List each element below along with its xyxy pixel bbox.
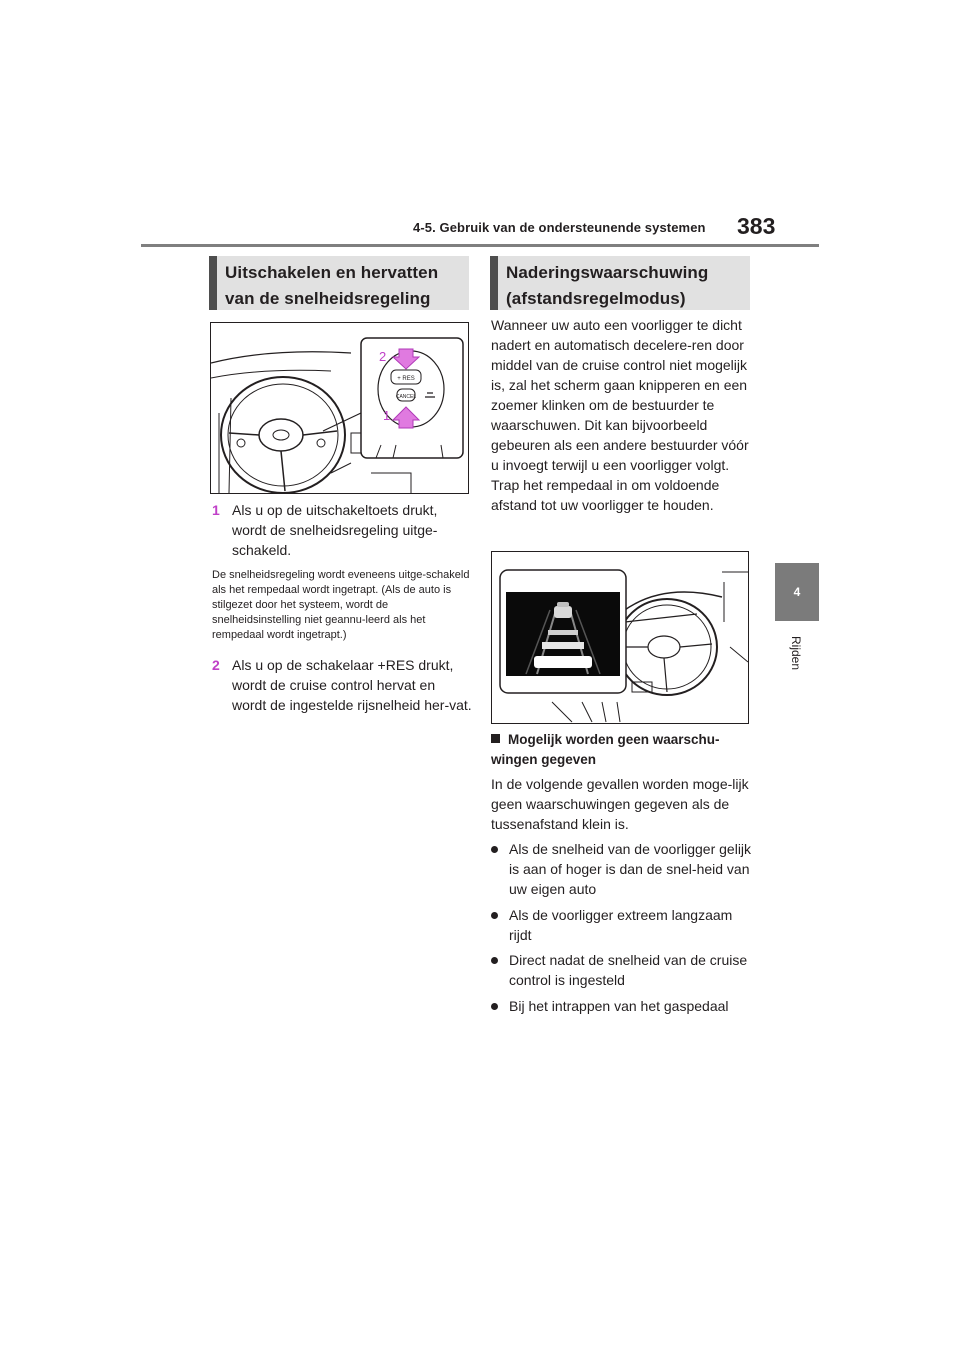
- callout-2: 2: [379, 349, 387, 364]
- sub-heading-text: Mogelijk worden geen waarschu-wingen gegeven: [491, 732, 720, 767]
- bullet-dot-icon: [491, 846, 498, 853]
- chapter-tab: [775, 563, 819, 621]
- sub-paragraph: In de volgende gevallen worden moge-lijk geen waarschuwingen gegeven als de tussenafstand klein is.: [491, 776, 749, 832]
- page-number: 383: [737, 213, 776, 239]
- bullet-dot-icon: [491, 912, 498, 919]
- bullet-dot-icon: [491, 957, 498, 964]
- note-text: De snelheidsregeling wordt eveneens uitge-schakeld als het rempedaal wordt ingetrapt. (Als de auto is stilgezet door het systeem, wordt de snelheidsinstelling niet geannu-leerd als het rempedaal wordt ingetrapt.): [212, 569, 470, 641]
- approach-warning-illustration: [491, 551, 749, 724]
- square-bullet-icon: [491, 734, 500, 743]
- callout-1: 1: [383, 408, 391, 423]
- intro-paragraph: Wanneer uw auto een voorligger te dicht nadert en automatisch decelere-ren door middel van de cruise control niet mogelijk is, zal het scherm gaan knipperen en een zoemer klinken om de bestuurder te waarschuwen. Dit kan bijvoorbeeld gebeuren als een andere bestuurder vóór u invoegt terwijl u een voorligger volgt. Trap het rempedaal in om voldoende afstand tot uw voorligger te houden.: [491, 317, 749, 513]
- step-2-number: 2: [212, 657, 220, 673]
- bullet-text: Als de snelheid van de voorligger gelijk is aan of hoger is dan de snel-heid van uw eigen auto: [509, 841, 752, 897]
- bullet-text: Als de voorligger extreem langzaam rijdt: [509, 907, 733, 943]
- cancel-button-label: CANCEL: [395, 394, 417, 400]
- chapter-label-text: Rijden: [789, 635, 803, 671]
- chapter-label: [784, 628, 808, 678]
- res-button-label: + RES: [397, 376, 415, 382]
- steering-wheel-switch-illustration: [210, 322, 469, 494]
- header-divider: [141, 244, 819, 247]
- approach-warning-drawing: [492, 552, 748, 723]
- left-section-heading: Uitschakelen en hervatten van de snelheidsregeling: [209, 256, 469, 310]
- bullet-text: Direct nadat de snelheid van de cruise control is ingesteld: [509, 952, 748, 988]
- step-1-text: Als u op de uitschakeltoets drukt, wordt de snelheidsregeling uitge-schakeld.: [232, 502, 438, 558]
- chapter-number: 4: [793, 585, 801, 599]
- right-section-heading: Naderingswaarschuwing (afstandsregelmodus): [490, 256, 750, 310]
- sub-heading: [491, 730, 753, 770]
- bullet-dot-icon: [491, 1003, 498, 1010]
- steering-wheel-drawing: [211, 323, 468, 493]
- step-2-text: Als u op de schakelaar +RES drukt, wordt de cruise control hervat en wordt de ingestelde rijsnelheid her-vat.: [232, 657, 472, 713]
- section-title: 4-5. Gebruik van de ondersteunende systemen: [413, 220, 706, 235]
- step-1-number: 1: [212, 502, 220, 518]
- bullet-text: Bij het intrappen van het gaspedaal: [509, 998, 729, 1014]
